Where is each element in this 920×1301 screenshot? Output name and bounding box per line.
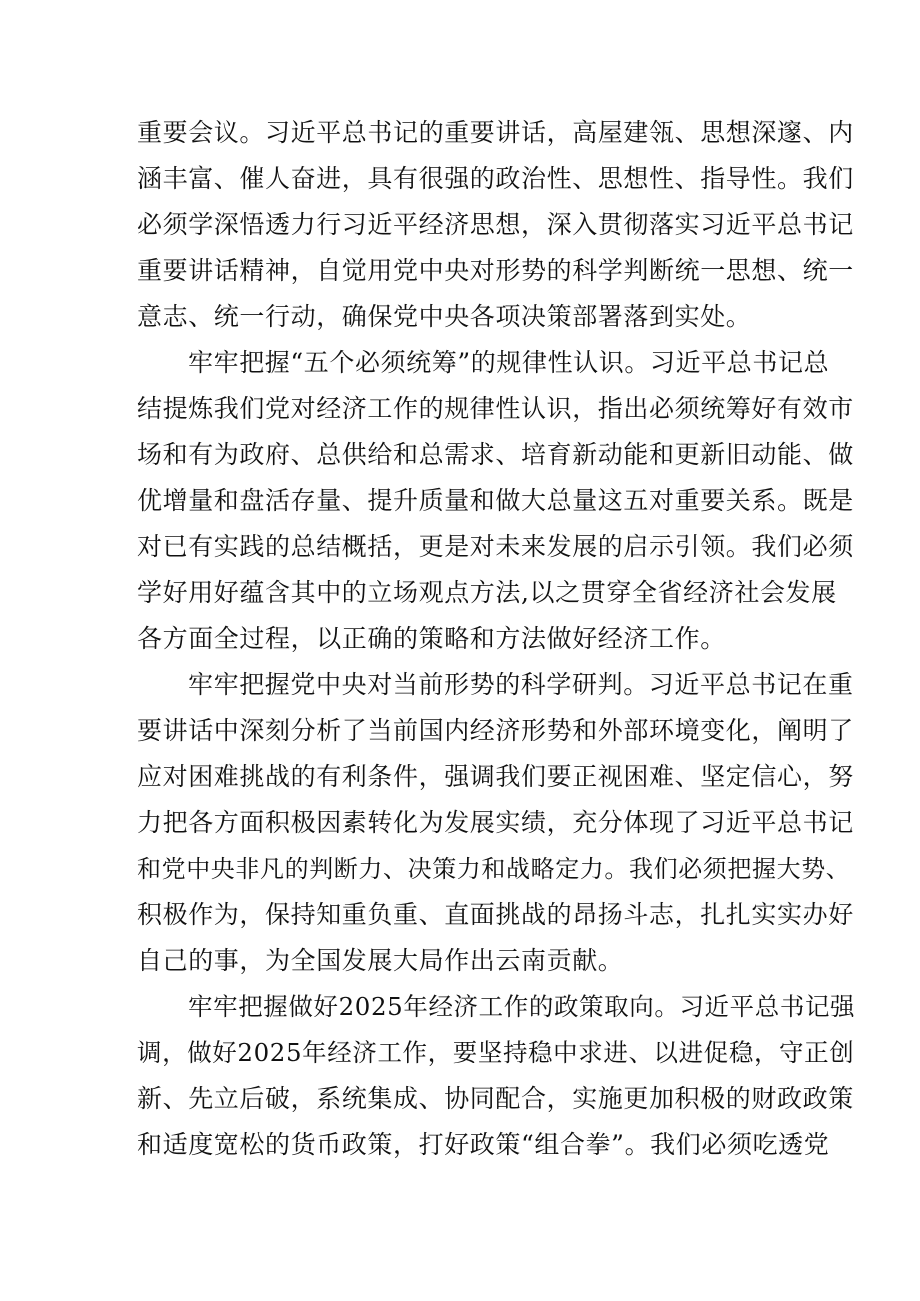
text-line: 应对困难挑战的有利条件，强调我们要正视困难、坚定信心，努 bbox=[137, 762, 854, 791]
text-line: 和党中央非凡的判断力、决策力和战略定力。我们必须把握大势、 bbox=[137, 855, 851, 883]
text-line: 重要讲话精神，自觉用党中央对形势的科学判断统一思想、统一 bbox=[137, 256, 854, 285]
text-line: 优增量和盘活存量、提升质量和做大总量这五对重要关系。既是 bbox=[137, 486, 854, 515]
text-line: 要讲话中深刻分析了当前国内经济形势和外部环境变化，阐明了 bbox=[137, 716, 854, 745]
text-line: 意志、统一行动，确保党中央各项决策部署落到实处。 bbox=[137, 302, 752, 331]
text-line: 和适度宽松的货币政策，打好政策“组合拳”。我们必须吃透党 bbox=[137, 1130, 830, 1159]
text-line: 学好用好蕴含其中的立场观点方法,以之贯穿全省经济社会发展 bbox=[137, 578, 837, 607]
text-line: 各方面全过程，以正确的策略和方法做好经济工作。 bbox=[137, 624, 726, 653]
text-line: 场和有为政府、总供给和总需求、培育新动能和更新旧动能、做 bbox=[137, 440, 854, 469]
text-line: 自己的事，为全国发展大局作出云南贡献。 bbox=[137, 946, 624, 975]
text-line: 新、先立后破，系统集成、协同配合，实施更加积极的财政政策 bbox=[137, 1084, 854, 1113]
text-line: 结提炼我们党对经济工作的规律性认识，指出必须统筹好有效市 bbox=[137, 394, 854, 423]
text-line: 牢牢把握党中央对当前形势的科学研判。习近平总书记在重 bbox=[188, 670, 854, 699]
text-line: 力把各方面积极因素转化为发展实绩，充分体现了习近平总书记 bbox=[137, 808, 854, 837]
text-line: 涵丰富、催人奋进，具有很强的政治性、思想性、指导性。我们 bbox=[137, 164, 854, 193]
text-line: 牢牢把握做好2025年经济工作的政策取向。习近平总书记强 bbox=[188, 992, 856, 1021]
text-line: 积极作为，保持知重负重、直面挑战的昂扬斗志，扎扎实实办好 bbox=[137, 900, 854, 929]
text-line: 牢牢把握“五个必须统筹”的规律性认识。习近平总书记总 bbox=[188, 348, 830, 377]
text-line: 必须学深悟透力行习近平经济思想，深入贯彻落实习近平总书记 bbox=[137, 210, 854, 239]
text-line: 对已有实践的总结概括，更是对未来发展的启示引领。我们必须 bbox=[137, 532, 854, 561]
text-line: 重要会议。习近平总书记的重要讲话，高屋建瓴、思想深邃、内 bbox=[137, 118, 854, 147]
text-line: 调，做好2025年经济工作，要坚持稳中求进、以进促稳，守正创 bbox=[137, 1038, 855, 1067]
